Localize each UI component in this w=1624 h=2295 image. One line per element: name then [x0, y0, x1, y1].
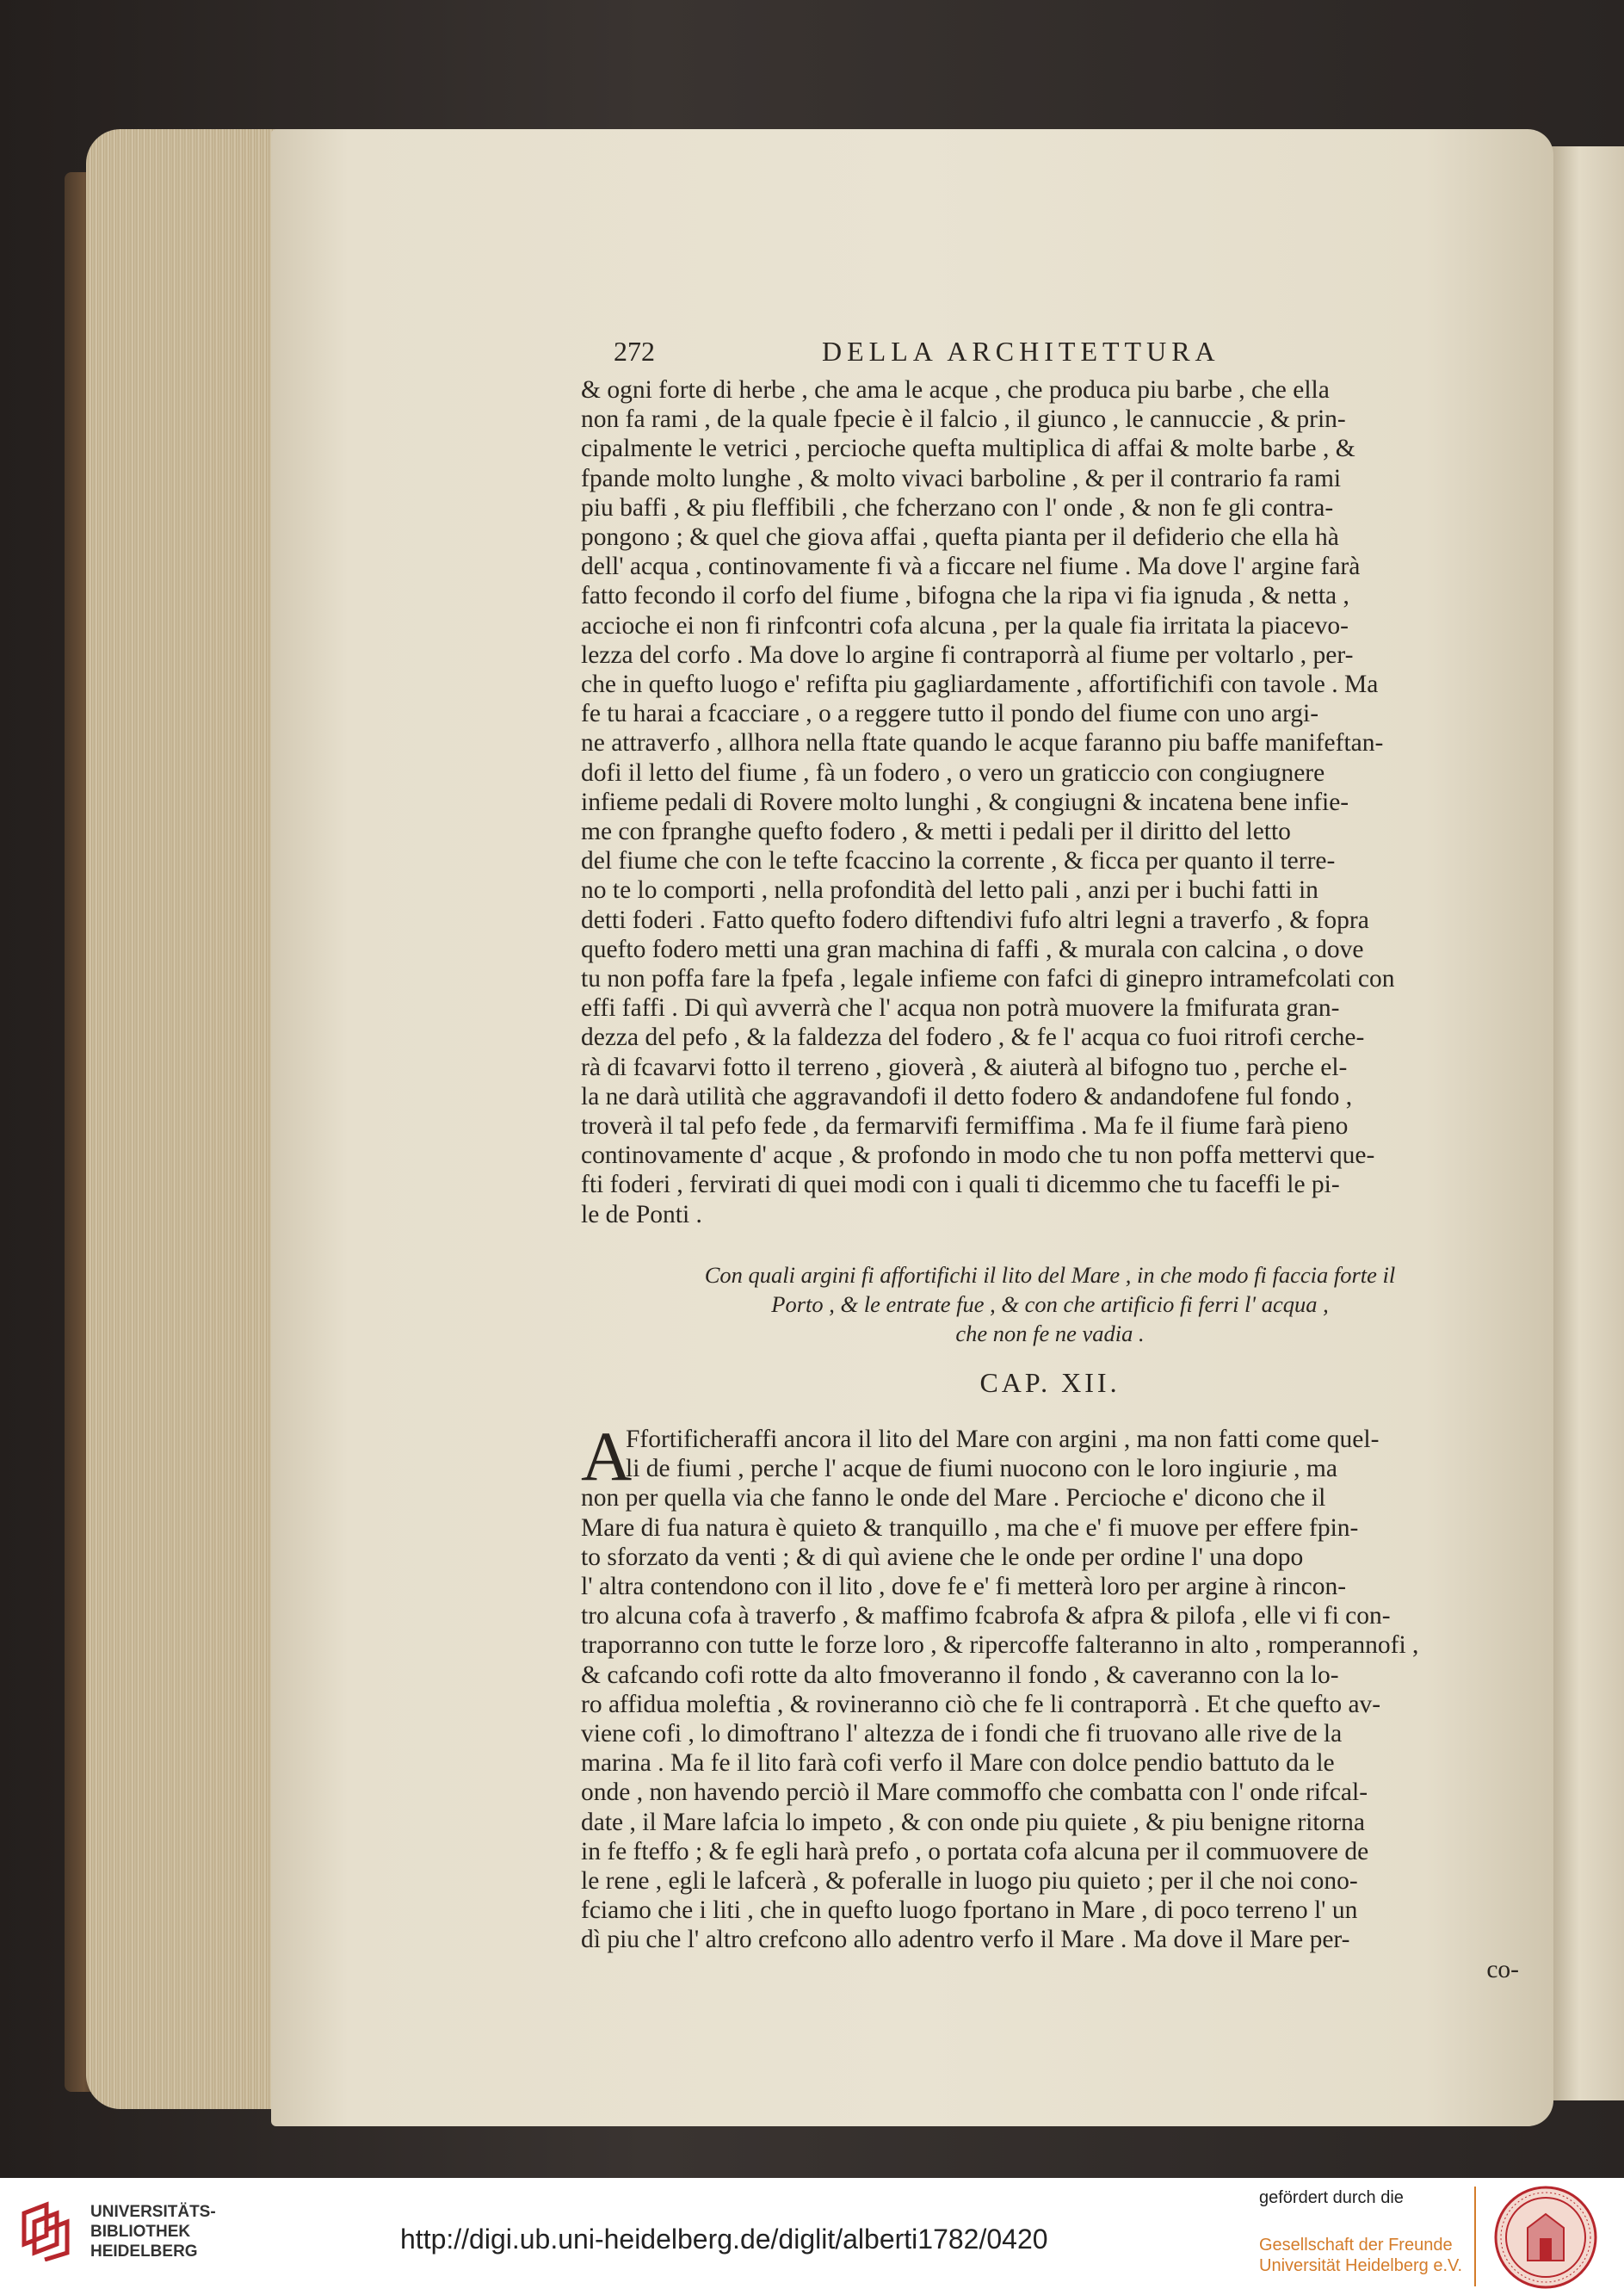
facing-page-edge — [1549, 146, 1624, 2100]
text-line: me con fpranghe quefto fodero , & metti i pedali per il diritto del letto — [581, 818, 1291, 846]
text-line: viene cofi , lo dimoftrano l' altezza de i fondi che fi truovano alle rive de la — [581, 1719, 1343, 1748]
permalink-url[interactable]: http://digi.ub.uni-heidelberg.de/diglit/alberti1782/0420 — [400, 2224, 1048, 2255]
text-line: Mare di fua natura è quieto & tranquillo , ma che e' fi muove per effere fpin- — [581, 1513, 1359, 1542]
text-line: detti foderi . Fatto quefto fodero diftendivi fufo altri legni a traverfo , & fopra — [581, 906, 1369, 934]
running-title: DELLA ARCHITETTURA — [822, 336, 1220, 367]
text-line: fpande molto lunghe , & molto vivaci barboline , & per il contrario fa rami — [581, 464, 1342, 492]
text-line: onde , non havendo perciò il Mare commoffo che combatta con l' onde rifcal- — [581, 1778, 1368, 1807]
text-column — [581, 336, 1519, 1984]
library-name: UNIVERSITÄTS- BIBLIOTHEK HEIDELBERG — [90, 2203, 216, 2261]
text-line: to sforzato da venti ; & di quì aviene che le onde per ordine l' una dopo — [581, 1543, 1304, 1571]
footer-divider — [1474, 2187, 1476, 2286]
text-line: del fiume che con le tefte fcaccino la corrente , & ficca per quanto il terre- — [581, 847, 1336, 875]
paragraph-2-opening — [581, 1425, 1519, 1483]
text-line: che in quefto luogo e' refifta piu gagliardamente , affortifichifi con tavole . Ma — [581, 671, 1379, 699]
text-line: in fe fteffo ; & fe egli harà prefo , o portata cofa alcuna per il commuovere de — [581, 1837, 1369, 1865]
text-line: infieme pedali di Rovere molto lunghi , & congiugni & incatena bene infie- — [581, 788, 1349, 816]
text-line: quefto fodero metti una gran machina di faffi , & murala con calcina , o dove — [581, 935, 1364, 963]
paragraph-2 — [581, 1483, 1519, 1954]
text-line: tro alcuna cofa à traverfo , & maffimo fcabrofa & afpra & pilofa , elle vi fi con- — [581, 1602, 1391, 1630]
sponsor-note: gefördert durch die — [1259, 2188, 1404, 2207]
text-line: cipalmente le vetrici , percioche quefta multiplica di affai & molte barbe , & — [581, 435, 1355, 463]
text-line: dofi il letto del fiume , fà un fodero , o vero un graticcio con congiugnere — [581, 758, 1325, 787]
text-line: li de fiumi , perche l' acque de fiumi nuocono con le loro ingiurie , ma — [626, 1455, 1337, 1483]
text-line: piu baffi , & piu fleffibili , che fcherzano con l' onde , & non fe gli contra- — [581, 493, 1334, 522]
chapter-number: CAP. XII. — [979, 1366, 1121, 1398]
text-line: & cafcando cofi rotte da alto fmoveranno il fondo , & caveranno con la lo- — [581, 1661, 1339, 1689]
library-logo-icon — [17, 2201, 77, 2261]
text-line: Ffortificheraffi ancora il lito del Mare con argini , ma non fatti come quel- — [626, 1425, 1380, 1453]
paragraph-1 — [581, 375, 1519, 1229]
text-line: marina . Ma fe il lito farà cofi verfo il Mare con dolce pendio battuto da le — [581, 1749, 1335, 1778]
text-line: & ogni forte di herbe , che ama le acque , che produca piu barbe , che ella — [581, 376, 1330, 404]
text-line: Porto , & le entrate fue , & con che artificio fi ferri l' acqua , — [771, 1290, 1329, 1317]
text-line: ne attraverfo , allhora nella ftate quando le acque faranno piu baffe manifeftan- — [581, 729, 1384, 758]
text-line: le de Ponti . — [581, 1200, 702, 1228]
text-line: dezza del pefo , & la faldezza del fodero , & fe l' acqua co fuoi ritrofi cerche- — [581, 1024, 1365, 1052]
page-number: 272 — [614, 336, 655, 367]
text-line: non fa rami , de la quale fpecie è il falcio , il giunco , le cannuccie , & prin- — [581, 405, 1346, 434]
chapter-heading — [581, 1260, 1519, 1348]
text-line: fti foderi , fervirati di quei modi con i quali ti dicemmo che tu faceffi le pi- — [581, 1171, 1340, 1199]
page-edges — [86, 129, 284, 2109]
paragraph-2-block — [581, 1416, 1519, 1984]
running-head — [581, 336, 1519, 375]
text-line: fciamo che i liti , che in quefto luogo fportano in Mare , di poco terreno l' un — [581, 1896, 1358, 1925]
footer-bar — [0, 2178, 1624, 2295]
text-line: le rene , egli le lafcerà , & poferalle in luogo piu quieto ; per il che noi cono- — [581, 1866, 1358, 1895]
text-line: no te lo comporti , nella profondità del letto pali , anzi per i buchi fatti in — [581, 876, 1318, 905]
text-line: fatto fecondo il corfo del fiume , bifogna che la ripa vi fia ignuda , & netta , — [581, 582, 1349, 610]
text-line: troverà il tal pefo fede , da fermarvifi fermiffima . Ma fe il fiume farà pieno — [581, 1112, 1349, 1141]
text-line: fe tu harai a fcacciare , o a reggere tutto il pondo del fiume con uno argi- — [581, 700, 1319, 728]
sponsor-name: Gesellschaft der Freunde Universität Heidelberg e.V. — [1259, 2236, 1463, 2275]
text-line: rà di fcavarvi fotto il terreno , gioverà , & aiuterà al bifogno tuo , perche el- — [581, 1053, 1348, 1081]
text-line: lezza del corfo . Ma dove lo argine fi contraporrà al fiume per voltarlo , per- — [581, 640, 1354, 669]
text-line: tu non poffa fare la fpefa , legale infieme con fafci di ginepro intramefcolati con — [581, 965, 1395, 993]
catchword: co- — [1486, 1955, 1519, 1983]
text-line: la ne darà utilità che aggravandofi il detto fodero & andandofene ful fondo , — [581, 1082, 1353, 1110]
text-line: continovamente d' acque , & profondo in modo che tu non poffa mettervi que- — [581, 1141, 1375, 1170]
text-line: traporranno con tutte le forze loro , & ripercoffe falteranno in alto , romperannofi , — [581, 1631, 1419, 1660]
text-line: date , il Mare lafcia lo impeto , & con onde piu quiete , & piu benigne ritorna — [581, 1808, 1365, 1836]
text-line: Con quali argini fi affortifichi il lito del Mare , in che modo fi faccia forte il — [704, 1261, 1396, 1288]
text-line: l' altra contendono con il lito , dove fe e' fi metterà loro per argine à rincon- — [581, 1572, 1347, 1600]
text-line: accioche ei non fi rinfcontri cofa alcuna , per la quale fia irritata la piacevo- — [581, 611, 1349, 640]
text-line: ro affidua moleftia , & rovineranno ciò che fe li contraporrà . Et che quefto av- — [581, 1690, 1381, 1718]
text-line: effi faffi . Di quì avverrà che l' acqua non potrà muovere la fmifurata gran- — [581, 994, 1340, 1023]
text-line: che non fe ne vadia . — [955, 1320, 1145, 1346]
text-line: pongono ; & quel che giova affai , quefta pianta per il defiderio che ella hà — [581, 523, 1339, 552]
drop-cap: A — [581, 1416, 633, 1495]
text-line: dì piu che l' altro crefcono allo adentro verfo il Mare . Ma dove il Mare per- — [581, 1926, 1350, 1954]
text-line: dell' acqua , continovamente fi và a ficcare nel fiume . Ma dove l' argine farà — [581, 553, 1361, 581]
university-seal-icon — [1493, 2185, 1598, 2290]
text-line: non per quella via che fanno le onde del Mare . Percioche e' dicono che il — [581, 1484, 1326, 1512]
